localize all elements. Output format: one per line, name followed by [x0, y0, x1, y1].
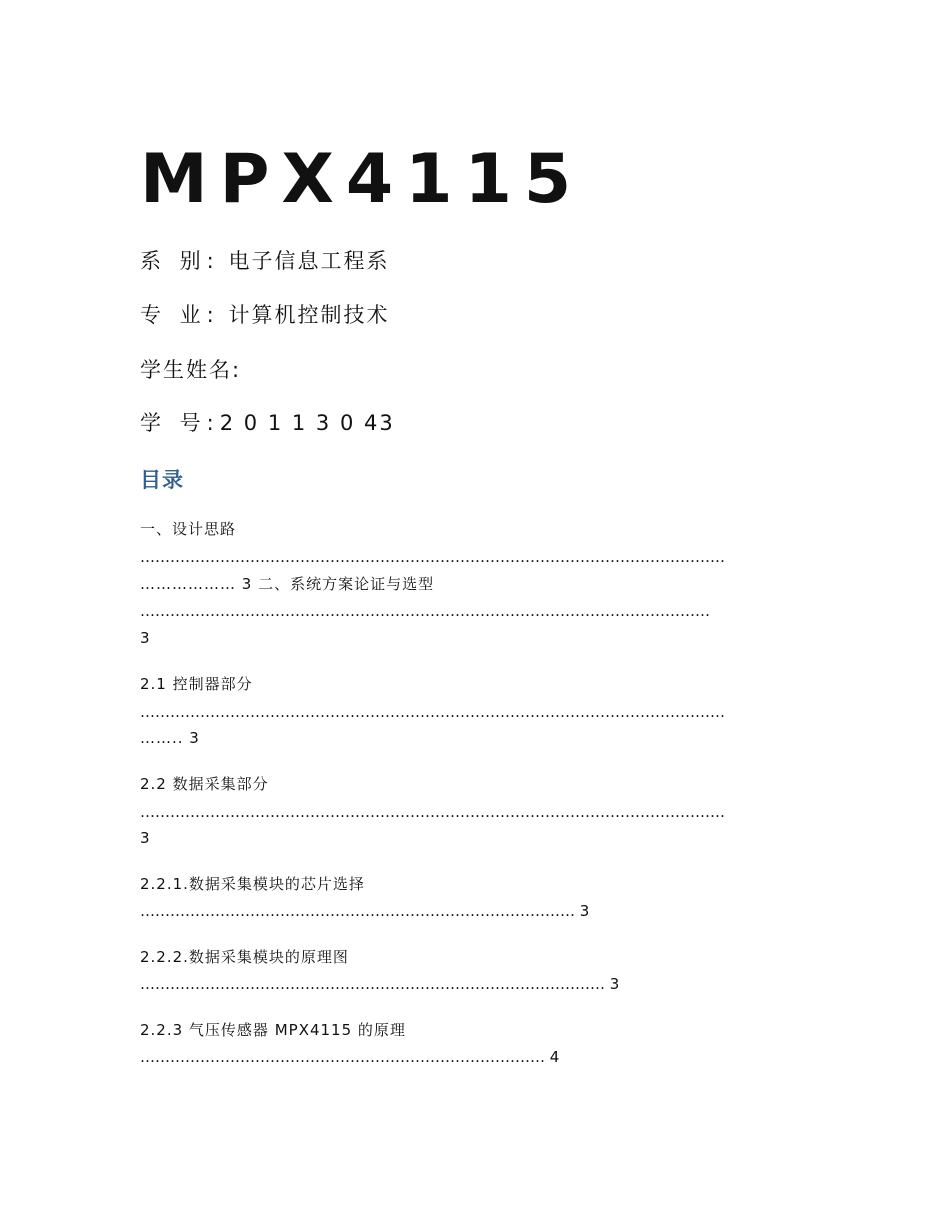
student-name-label: 学生姓名: — [140, 358, 242, 382]
toc-leader: ……………………………………………………………………………………………………… — [140, 703, 725, 721]
toc-page-number: 3 — [140, 629, 151, 647]
student-id-line — [140, 408, 395, 438]
toc-page-number: 3 — [140, 829, 151, 847]
document-title: MPX4115 — [140, 140, 584, 219]
toc-entry: 2.2.1.数据采集模块的芯片选择 — [140, 875, 365, 893]
major-value: 计算机控制技术 — [228, 303, 390, 327]
major-line — [140, 300, 389, 330]
toc-entry: 2.1 控制器部分 — [140, 675, 253, 693]
department-value: 电子信息工程系 — [228, 249, 390, 273]
major-label: 专 业: — [140, 303, 220, 327]
toc-entry: 一、设计思路 — [140, 520, 237, 538]
toc-page-number: …….. 3 — [140, 729, 200, 747]
toc-leader: …………………………………………………………………………… 3 — [140, 902, 590, 920]
toc-leader: …………………………………………………………………………………………………… — [140, 602, 710, 620]
toc-leader: ……………………………………………………………………… 4 — [140, 1048, 560, 1066]
student-id-value: 2 0 1 1 3 0 43 — [219, 411, 395, 435]
toc-entry: 2.2.2.数据采集模块的原理图 — [140, 948, 349, 966]
student-name-line — [140, 355, 241, 385]
department-label: 系 别: — [140, 249, 220, 273]
toc-leader: ………………………………………………………………………………… 3 — [140, 975, 620, 993]
toc-heading: 目录 — [140, 468, 184, 492]
student-id-label: 学 号: — [140, 411, 220, 435]
department-line — [140, 246, 389, 276]
toc-leader: ……………………………………………………………………………………………………… — [140, 548, 725, 566]
toc-entry: 2.2.3 气压传感器 MPX4115 的原理 — [140, 1021, 406, 1039]
toc-leader: ……………………………………………………………………………………………………… — [140, 803, 725, 821]
toc-entry: 2.2 数据采集部分 — [140, 775, 269, 793]
toc-entry: ……………… 3 二、系统方案论证与选型 — [140, 575, 435, 593]
